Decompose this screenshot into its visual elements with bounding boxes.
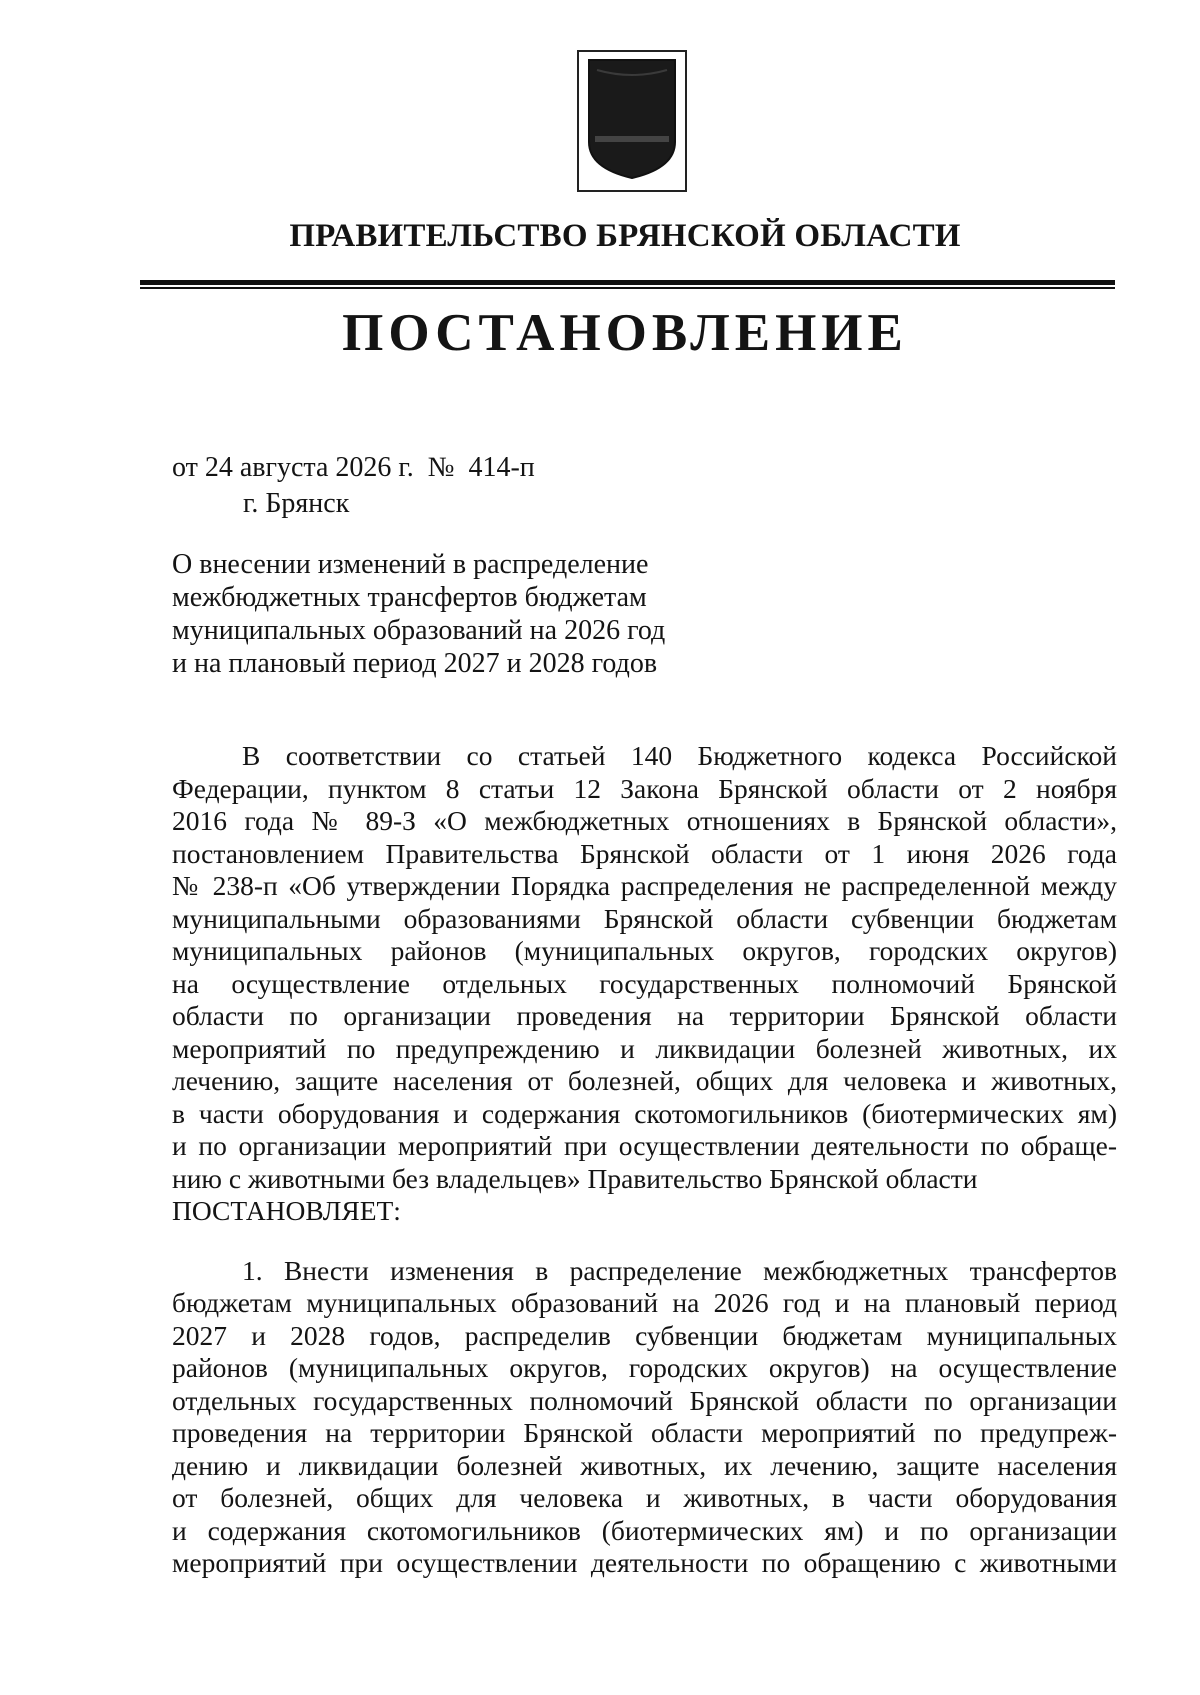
item-1-line: районов (муниципальных округов, городских округов) на осуществление [172, 1352, 1117, 1383]
preamble-line: Федерации, пунктом 8 статьи 12 Закона Брянской области от 2 ноября [172, 772, 1117, 804]
government-title: ПРАВИТЕЛЬСТВО БРЯНСКОЙ ОБЛАСТИ [289, 218, 961, 254]
header-rule-thin [140, 287, 1115, 289]
preamble-line: постановлением Правительства Брянской области от 1 июня 2026 года [172, 837, 1117, 869]
subject-line: и на плановый период 2027 и 2028 годов [172, 648, 658, 679]
city: г. Брянск [243, 488, 350, 519]
item-1-line: 2027 и 2028 годов, распределив субвенции бюджетам муниципальных [172, 1319, 1117, 1351]
document-type: ПОСТАНОВЛЕНИЕ [342, 304, 908, 362]
subject-line: межбюджетных трансфертов бюджетам [172, 582, 647, 613]
preamble-line: муниципальными образованиями Брянской области субвенции бюджетам [172, 902, 1117, 934]
subject-line: муниципальных образований на 2026 год [172, 615, 666, 646]
preamble-line: области по организации проведения на территории Брянской области [172, 1000, 1117, 1031]
item-1-line: отдельных государственных полномочий Брянской области по организации [172, 1384, 1117, 1416]
preamble-line: муниципальных районов (муниципальных округов, городских округов) [172, 935, 1117, 966]
item-1-line: бюджетам муниципальных образований на 2026 год и на плановый период [172, 1287, 1117, 1318]
date-number: от 24 августа 2026 г. № 414-п [172, 452, 535, 483]
document-body [172, 740, 1117, 1580]
preamble-line: 2016 года № 89-З «О межбюджетных отношениях в Брянской области», [172, 805, 1117, 836]
preamble-line: лечению, защите населения от болезней, общих для человека и животных, [172, 1065, 1117, 1096]
preamble-line: в части оборудования и содержания скотомогильников (биотермических ям) [172, 1097, 1117, 1129]
subject-line: О внесении изменений в распределение [172, 549, 649, 580]
item-1-line: от болезней, общих для человека и животных, в части оборудования [172, 1482, 1117, 1513]
preamble-line: В соответствии со статьей 140 Бюджетного кодекса Российской [242, 740, 1117, 771]
item-1-line: дению и ликвидации болезней животных, их лечению, защите населения [172, 1449, 1117, 1481]
subject-block [172, 548, 732, 680]
preamble-line: нию с животными без владельцев» Правительство Брянской области [172, 1162, 978, 1194]
resolves-keyword: ПОСТАНОВЛЯЕТ: [172, 1195, 401, 1226]
preamble-line: мероприятий по предупреждению и ликвидации болезней животных, их [172, 1032, 1117, 1064]
coat-of-arms-icon [577, 50, 687, 192]
preamble-line: и по организации мероприятий при осуществлении деятельности по обраще- [172, 1130, 1117, 1161]
item-1-line: 1. Внести изменения в распределение межбюджетных трансфертов [242, 1254, 1117, 1286]
header-rule-thick [140, 280, 1115, 285]
item-1-line: мероприятий при осуществлении деятельности по обращению с животными [172, 1547, 1117, 1578]
preamble-line: на осуществление отдельных государственных полномочий Брянской [172, 967, 1117, 999]
item-1-line: проведения на территории Брянской области мероприятий по предупреж- [172, 1417, 1117, 1448]
item-1-line: и содержания скотомогильников (биотермических ям) и по организации [172, 1514, 1117, 1546]
preamble-line: № 238-п «Об утверждении Порядка распределения не распределенной между [172, 870, 1117, 901]
